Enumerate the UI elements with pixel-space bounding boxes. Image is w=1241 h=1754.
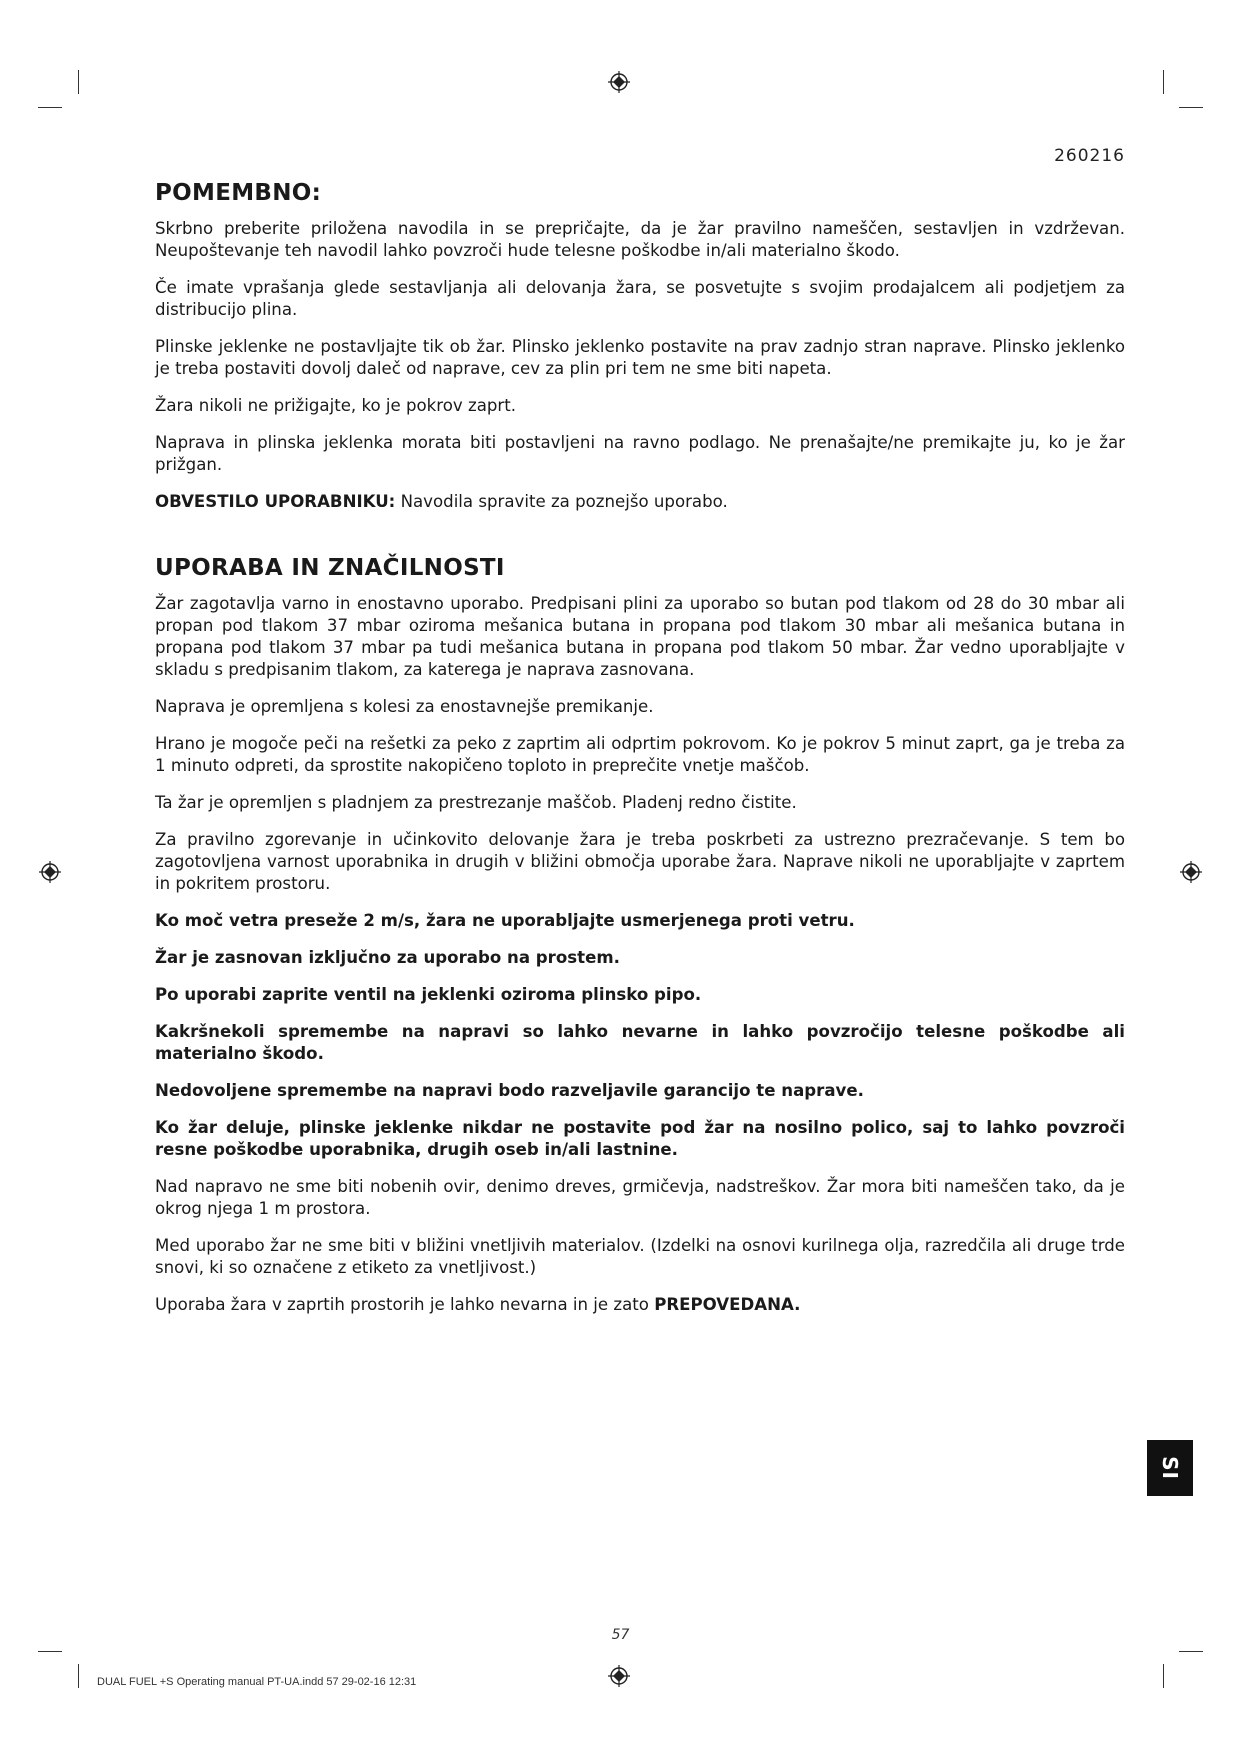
paragraph: Žar zagotavlja varno in enostavno uporabo. Predpisani plini za uporabo so butan pod tlakom od 28 do 30 mbar ali propan pod tlakom 37 mbar oziroma mešanica butana in propana pod tlakom 30 mbar ali mešanica butana in propana pod tlakom 37 mbar pa tudi mešanica butana in propana pod tlakom 50 mbar. Žar vedno uporabljajte v skladu s predpisanim tlakom, za katerega je naprava zasnovana. — [155, 594, 1125, 679]
crop-mark — [1179, 107, 1203, 108]
crop-mark — [1163, 70, 1164, 94]
warning-paragraph: Žar je zasnovan izključno za uporabo na prostem. — [155, 948, 620, 967]
crop-mark — [1163, 1664, 1164, 1688]
warning-paragraph: Kakršnekoli spremembe na napravi so lahko nevarne in lahko povzročijo telesne poškodbe ali materialno škodo. — [155, 1022, 1125, 1063]
user-notice — [155, 491, 1125, 513]
paragraph: Za pravilno zgorevanje in učinkovito delovanje žara je treba poskrbeti za ustrezno prezračevanje. S tem bo zagotovljena varnost uporabnika in drugih v bližini območja uporabe žara. Naprave nikoli ne uporabljajte v zaprtem in pokritem prostoru. — [155, 830, 1125, 893]
crop-mark — [38, 1651, 62, 1652]
section-heading: UPORABA IN ZNAČILNOSTI — [155, 555, 505, 581]
document-number: 260216 — [1054, 146, 1125, 166]
language-code: SI — [1157, 1456, 1182, 1480]
paragraph: Žara nikoli ne prižigajte, ko je pokrov zaprt. — [155, 396, 517, 415]
paragraph: Naprava je opremljena s kolesi za enostavnejše premikanje. — [155, 697, 654, 716]
warning-paragraph: Po uporabi zaprite ventil na jeklenki oziroma plinsko pipo. — [155, 985, 702, 1004]
warning-paragraph: Ko žar deluje, plinske jeklenke nikdar ne postavite pod žar na nosilno polico, saj to lahko povzroči resne poškodbe uporabnika, drugih oseb in/ali lastnine. — [155, 1118, 1125, 1159]
paragraph: Med uporabo žar ne sme biti v bližini vnetljivih materialov. (Izdelki na osnovi kurilnega olja, razredčila ali druge trde snovi, ki so označene z etiketo za vnetljivost.) — [155, 1236, 1125, 1277]
warning-paragraph: Ko moč vetra preseže 2 m/s, žara ne uporabljajte usmerjenega proti vetru. — [155, 911, 855, 930]
paragraph: Če imate vprašanja glede sestavljanja ali delovanja žara, se posvetujte s svojim prodajalcem ali podjetjem za distribucijo plina. — [155, 278, 1125, 319]
paragraph: Skrbno preberite priložena navodila in se prepričajte, da je žar pravilno nameščen, sestavljen in vzdrževan. Neupoštevanje teh navodil lahko povzroči hude telesne poškodbe in/ali materialno škodo. — [155, 219, 1125, 260]
crop-mark — [78, 1664, 79, 1688]
paragraph: Nad napravo ne sme biti nobenih ovir, denimo dreves, grmičevja, nadstreškov. Žar mora biti nameščen tako, da je okrog njega 1 m prostora. — [155, 1177, 1125, 1218]
registration-mark-icon — [607, 1664, 631, 1688]
section-heading: POMEMBNO: — [155, 180, 322, 206]
paragraph: Ta žar je opremljen s pladnjem za prestrezanje maščob. Pladenj redno čistite. — [155, 793, 797, 812]
page-number: 57 — [611, 1627, 630, 1643]
registration-mark-icon — [607, 70, 631, 94]
language-tab — [1147, 1440, 1193, 1496]
notice-label: OBVESTILO UPORABNIKU: — [155, 492, 396, 511]
final-paragraph — [155, 1294, 1125, 1316]
paragraph: Plinske jeklenke ne postavljajte tik ob žar. Plinsko jeklenko postavite na prav zadnjo stran naprave. Plinsko jeklenko je treba postaviti dovolj daleč od naprave, cev za plin pri tem ne sme biti napeta. — [155, 337, 1125, 378]
page-content — [155, 180, 1125, 1331]
final-emphasis: PREPOVEDANA. — [654, 1295, 801, 1314]
registration-mark-icon — [1179, 860, 1203, 884]
crop-mark — [78, 70, 79, 94]
paragraph: Naprava in plinska jeklenka morata biti postavljeni na ravno podlago. Ne prenašajte/ne premikajte ju, ko je žar prižgan. — [155, 433, 1125, 474]
print-slug: DUAL FUEL +S Operating manual PT-UA.indd 57 29-02-16 12:31 — [97, 1676, 417, 1688]
warning-paragraph: Nedovoljene spremembe na napravi bodo razveljavile garancijo te naprave. — [155, 1081, 864, 1100]
registration-mark-icon — [38, 860, 62, 884]
crop-mark — [1179, 1651, 1203, 1652]
final-text: Uporaba žara v zaprtih prostorih je lahko nevarna in je zato — [155, 1295, 655, 1314]
notice-text: Navodila spravite za poznejšo uporabo. — [395, 492, 728, 511]
crop-mark — [38, 107, 62, 108]
paragraph: Hrano je mogoče peči na rešetki za peko z zaprtim ali odprtim pokrovom. Ko je pokrov 5 minut zaprt, ga je treba za 1 minuto odpreti, da sprostite nakopičeno toploto in preprečite vnetje maščob. — [155, 734, 1125, 775]
